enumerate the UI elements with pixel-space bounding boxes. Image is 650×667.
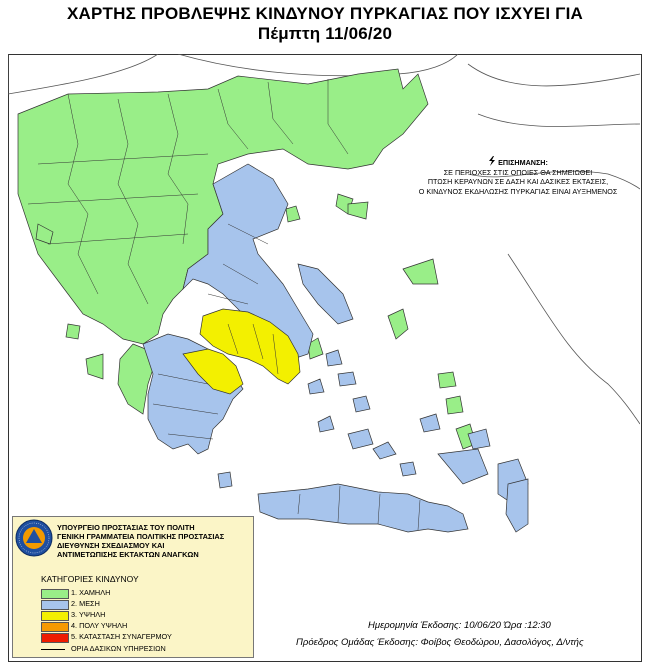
notice-line-1: ΣΕ ΠΕΡΙΟΧΕΣ ΣΤΙΣ ΟΠΟΙΕΣ ΘΑ ΣΗΜΕΙΩΘΕΙ	[443, 167, 593, 177]
ministry-line-1: ΥΠΟΥΡΓΕΙΟ ΠΡΟΣΤΑΣΙΑΣ ΤΟΥ ΠΟΛΙΤΗ	[57, 523, 195, 532]
swatch-alert	[41, 633, 69, 643]
risk-categories-title: ΚΑΤΗΓΟΡΙΕΣ ΚΙΝΔΥΝΟΥ	[41, 574, 139, 584]
legend-label-high: 3. ΥΨΗΛΗ	[71, 610, 106, 619]
boundary-line-sample	[41, 649, 65, 650]
notice-line-2: ΠΤΩΣΗ ΚΕΡΑΥΝΩΝ ΣΕ ΔΑΣΗ ΚΑΙ ΔΑΣΙΚΕΣ ΕΚΤΑΣΕΙΣ,	[427, 177, 609, 186]
notice-line-3: Ο ΚΙΝΔΥΝΟΣ ΕΚΔΗΛΩΣΗΣ ΠΥΡΚΑΓΙΑΣ ΕΙΝΑΙ ΑΥΞΗΜΕΝΟΣ	[418, 186, 618, 196]
lightning-icon	[488, 156, 496, 166]
map-title: ΧΑΡΤΗΣ ΠΡΟΒΛΕΨΗΣ ΚΙΝΔΥΝΟΥ ΠΥΡΚΑΓΙΑΣ ΠΟΥ ΙΣΧΥΕΙ ΓΙΑ	[66, 4, 583, 23]
legend-box	[12, 516, 254, 658]
notice-title	[398, 156, 638, 168]
ministry-block	[57, 523, 251, 559]
issue-date-line: Ημερομηνία Έκδοσης: 10/06/20 Ώρα :12:30	[368, 620, 551, 631]
ministry-line-2: ΓΕΝΙΚΗ ΓΡΑΜΜΑΤΕΙΑ ΠΟΛΙΤΙΚΗΣ ΠΡΟΣΤΑΣΙΑΣ	[57, 532, 225, 541]
swatch-very-high	[41, 622, 69, 632]
legend-label-very-high: 4. ΠΟΛΥ ΥΨΗΛΗ	[71, 621, 128, 630]
legend-label-alert: 5. ΚΑΤΑΣΤΑΣΗ ΣΥΝΑΓΕΡΜΟΥ	[71, 632, 172, 641]
swatch-high	[41, 611, 69, 621]
civil-protection-logo	[15, 519, 53, 557]
boundary-label: ΟΡΙΑ ΔΑΣΙΚΩΝ ΥΠΗΡΕΣΙΩΝ	[71, 644, 166, 653]
swatch-medium	[41, 600, 69, 610]
ministry-line-4: ΑΝΤΙΜΕΤΩΠΙΣΗΣ ΕΚΤΑΚΤΩΝ ΑΝΑΓΚΩΝ	[57, 550, 199, 559]
ministry-line-3: ΔΙΕΥΘΥΝΣΗ ΣΧΕΔΙΑΣΜΟΥ ΚΑΙ	[57, 541, 165, 550]
issuing-team-leader: Πρόεδρος Ομάδας Έκδοσης: Φοίβος Θεοδώρου, Δασολόγος, Δ/ντής	[296, 637, 584, 648]
lightning-notice	[398, 156, 638, 196]
legend-label-low: 1. ΧΑΜΗΛΗ	[71, 588, 111, 597]
legend-label-medium: 2. ΜΕΣΗ	[71, 599, 100, 608]
swatch-low	[41, 589, 69, 599]
notice-title-text: ΕΠΙΣΗΜΑΝΣΗ:	[498, 158, 548, 167]
map-date: Πέμπτη 11/06/20	[257, 24, 393, 43]
